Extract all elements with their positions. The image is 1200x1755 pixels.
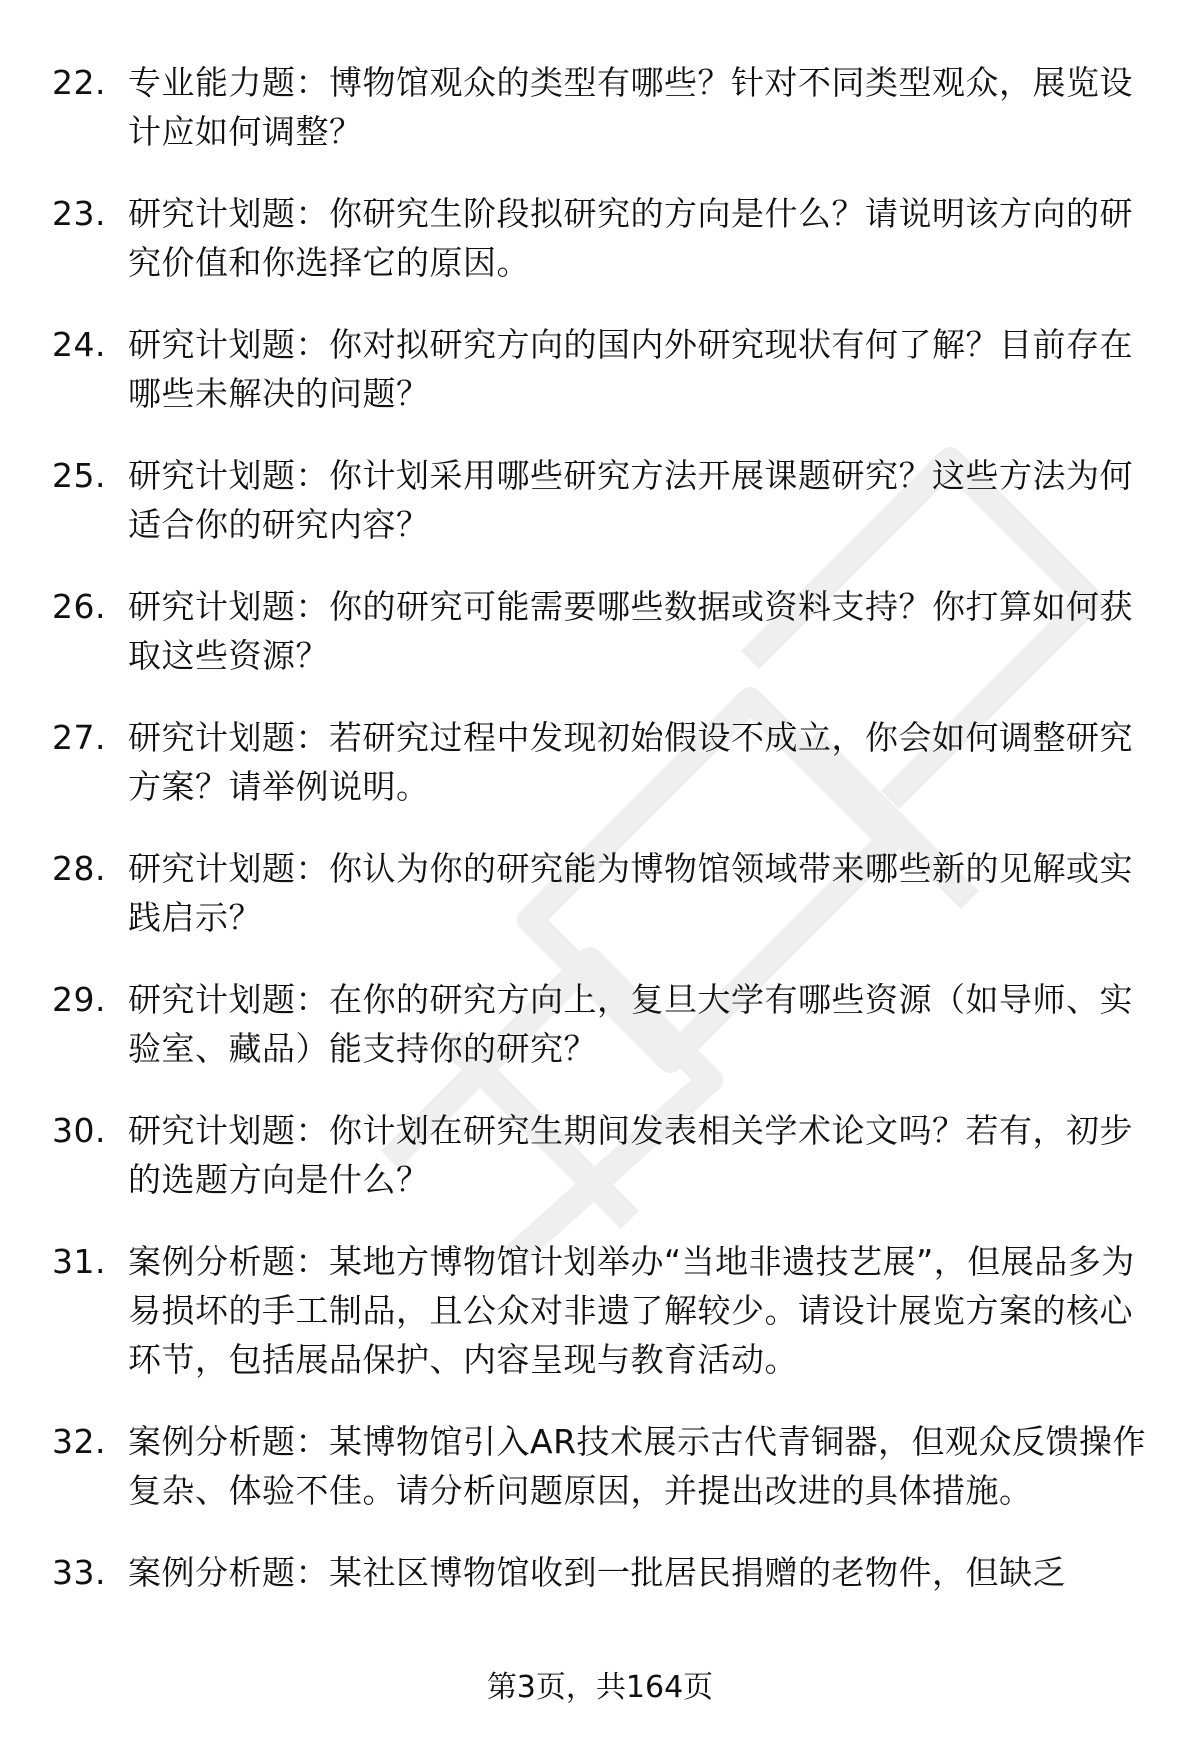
question-item-23 xyxy=(0,189,1200,287)
question-text: 专业能力题：博物馆观众的类型有哪些？针对不同类型观众，展览设计应如何调整？ xyxy=(128,63,1133,151)
question-number: 25. xyxy=(52,456,106,495)
question-number: 29. xyxy=(52,980,106,1019)
question-item-30 xyxy=(0,1106,1200,1204)
question-text: 研究计划题：你对拟研究方向的国内外研究现状有何了解？目前存在哪些未解决的问题？ xyxy=(128,325,1133,413)
question-item-28 xyxy=(0,844,1200,942)
question-text: 研究计划题：在你的研究方向上，复旦大学有哪些资源（如导师、实验室、藏品）能支持你的研究？ xyxy=(128,980,1133,1068)
question-number: 22. xyxy=(52,63,106,102)
question-text: 研究计划题：你研究生阶段拟研究的方向是什么？请说明该方向的研究价值和你选择它的原因。 xyxy=(128,194,1133,282)
question-item-33 xyxy=(0,1548,1200,1597)
question-text: 研究计划题：你认为你的研究能为博物馆领域带来哪些新的见解或实践启示？ xyxy=(128,849,1133,937)
question-text: 案例分析题：某地方博物馆计划举办“当地非遗技艺展”，但展品多为易损坏的手工制品，且公众对非遗了解较少。请设计展览方案的核心环节，包括展品保护、内容呈现与教育活动。 xyxy=(128,1242,1135,1379)
question-text: 研究计划题：若研究过程中发现初始假设不成立，你会如何调整研究方案？请举例说明。 xyxy=(128,718,1133,806)
question-text: 案例分析题：某社区博物馆收到一批居民捐赠的老物件，但缺乏 xyxy=(128,1553,1066,1592)
question-item-29 xyxy=(0,975,1200,1073)
question-item-32 xyxy=(0,1417,1200,1515)
question-item-26 xyxy=(0,582,1200,680)
question-text: 研究计划题：你计划在研究生期间发表相关学术论文吗？若有，初步的选题方向是什么？ xyxy=(128,1111,1133,1199)
question-item-22 xyxy=(0,58,1200,156)
question-number: 24. xyxy=(52,325,106,364)
question-item-31 xyxy=(0,1237,1200,1384)
question-number: 28. xyxy=(52,849,106,888)
question-item-27 xyxy=(0,713,1200,811)
question-number: 32. xyxy=(52,1422,106,1461)
question-item-24 xyxy=(0,320,1200,418)
question-text: 案例分析题：某博物馆引入AR技术展示古代青铜器，但观众反馈操作复杂、体验不佳。请分析问题原因，并提出改进的具体措施。 xyxy=(128,1422,1147,1510)
question-number: 27. xyxy=(52,718,106,757)
question-item-25 xyxy=(0,451,1200,549)
question-list xyxy=(0,58,1200,1597)
question-number: 26. xyxy=(52,587,106,626)
question-number: 33. xyxy=(52,1553,106,1592)
question-text: 研究计划题：你的研究可能需要哪些数据或资料支持？你打算如何获取这些资源？ xyxy=(128,587,1133,675)
question-number: 31. xyxy=(52,1242,106,1281)
question-text: 研究计划题：你计划采用哪些研究方法开展课题研究？这些方法为何适合你的研究内容？ xyxy=(128,456,1133,544)
page-number-footer: 第3页，共164页 xyxy=(486,1670,714,1705)
question-number: 23. xyxy=(52,194,106,233)
question-number: 30. xyxy=(52,1111,106,1150)
